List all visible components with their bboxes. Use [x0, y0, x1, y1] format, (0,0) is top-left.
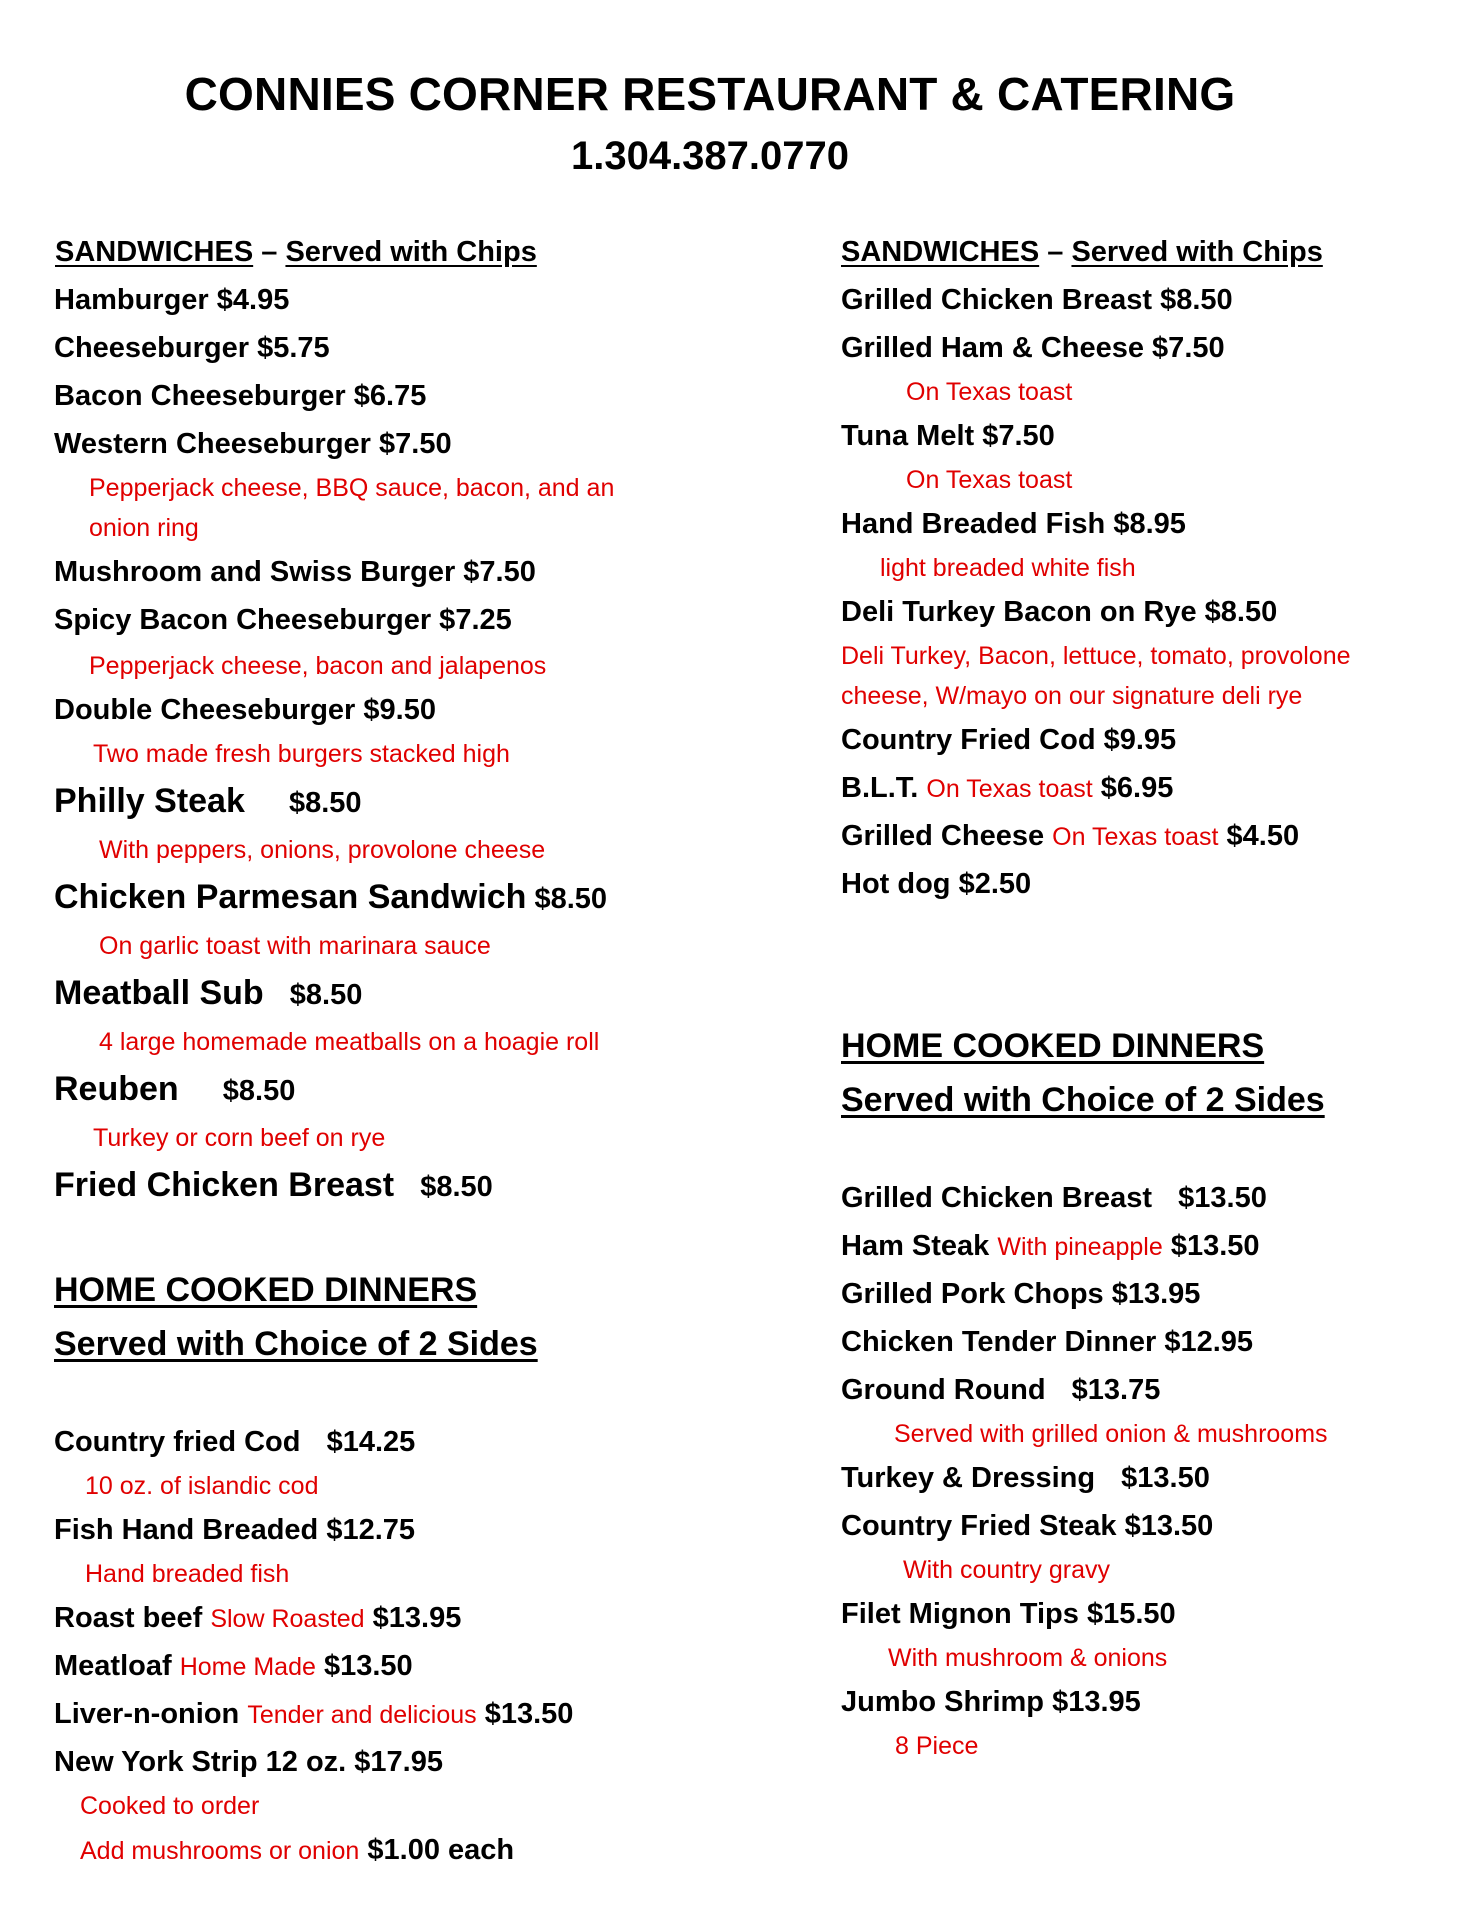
- add-on-label: Add mushrooms or onion: [80, 1837, 360, 1865]
- dinner-item: [841, 1684, 1141, 1720]
- inline-note: Slow Roasted: [210, 1605, 365, 1633]
- dinner-item: [841, 1460, 1210, 1496]
- sandwiches-heading-label: SANDWICHES: [841, 236, 1040, 268]
- item-price: $13.50: [1170, 1230, 1260, 1262]
- item-name: Country fried Cod: [54, 1426, 301, 1458]
- menu-item: Grilled Ham & Cheese $7.50: [841, 332, 1225, 364]
- item-name: Meatball Sub: [54, 974, 264, 1012]
- item-note: With mushroom & onions: [888, 1644, 1168, 1672]
- item-name: Chicken Parmesan Sandwich: [54, 878, 527, 916]
- item-price: $8.50: [420, 1171, 493, 1203]
- item-note: On garlic toast with marinara sauce: [99, 932, 491, 960]
- item-note: 8 Piece: [895, 1732, 979, 1760]
- item-note: light breaded white fish: [880, 554, 1136, 582]
- menu-item: [841, 818, 1299, 855]
- menu-item: [54, 1164, 493, 1206]
- item-name: Grilled Cheese: [841, 820, 1045, 852]
- dinner-item: New York Strip 12 oz. $17.95: [54, 1746, 443, 1778]
- item-note: With peppers, onions, provolone cheese: [99, 836, 546, 864]
- restaurant-phone: 1.304.387.0770: [570, 134, 850, 178]
- dinner-item: [54, 1648, 413, 1685]
- item-name: Jumbo Shrimp: [841, 1686, 1045, 1718]
- item-note: On Texas toast: [906, 378, 1073, 406]
- item-name: Liver-n-onion: [54, 1698, 240, 1730]
- menu-header: [0, 62, 1420, 186]
- sandwiches-subheading: Served with Chips: [1071, 236, 1323, 268]
- dinner-item: [841, 1180, 1267, 1216]
- item-note: Two made fresh burgers stacked high: [93, 740, 510, 768]
- item-name: Grilled Chicken Breast: [841, 1182, 1153, 1214]
- left-dinners-heading: HOME COOKED DINNERS: [54, 1271, 478, 1309]
- inline-note: On Texas toast: [926, 775, 1093, 803]
- item-price: $8.50: [222, 1075, 296, 1107]
- menu-item: Cheeseburger $5.75: [54, 332, 330, 364]
- item-price: $13.75: [1071, 1374, 1161, 1406]
- inline-note: With pineapple: [997, 1233, 1163, 1261]
- right-dinners-subheading: Served with Choice of 2 Sides: [841, 1081, 1325, 1119]
- item-price: $8.50: [534, 883, 608, 915]
- menu-item: [54, 876, 607, 918]
- item-note: Pepperjack cheese, bacon and jalapenos: [89, 652, 547, 680]
- heading-dash: –: [1047, 236, 1064, 268]
- menu-item: Deli Turkey Bacon on Rye $8.50: [841, 596, 1278, 628]
- menu-item: Spicy Bacon Cheeseburger $7.25: [54, 604, 512, 636]
- item-price: $13.95: [1052, 1686, 1141, 1718]
- heading-dash: –: [261, 236, 278, 268]
- item-price: $8.50: [289, 979, 363, 1011]
- menu-item: Grilled Chicken Breast $8.50: [841, 284, 1233, 316]
- inline-note: Home Made: [179, 1653, 316, 1681]
- item-name: Philly Steak: [54, 782, 245, 820]
- right-dinners-heading: HOME COOKED DINNERS: [841, 1027, 1265, 1065]
- item-price: $13.50: [484, 1698, 574, 1730]
- sandwiches-subheading: Served with Chips: [285, 236, 537, 268]
- right-sandwiches-heading: [841, 234, 1323, 270]
- item-price: $13.50: [1178, 1182, 1267, 1214]
- item-note: Hand breaded fish: [85, 1560, 290, 1588]
- item-price: $13.50: [1121, 1462, 1210, 1494]
- menu-item: Hand Breaded Fish $8.95: [841, 508, 1186, 540]
- item-name: Roast beef: [54, 1602, 203, 1634]
- dinner-item: [54, 1600, 461, 1637]
- menu-item: [54, 780, 362, 822]
- item-note: With country gravy: [903, 1556, 1111, 1584]
- dinner-item: [54, 1696, 573, 1733]
- item-name: Ground Round: [841, 1374, 1046, 1406]
- menu-item: Double Cheeseburger $9.50: [54, 694, 436, 726]
- inline-note: Tender and delicious: [247, 1701, 477, 1729]
- dinner-item: Fish Hand Breaded $12.75: [54, 1514, 416, 1546]
- item-name: Meatloaf: [54, 1650, 172, 1682]
- left-sandwiches-heading: [55, 234, 537, 270]
- add-on-price: $1.00 each: [367, 1834, 515, 1866]
- item-name: Reuben: [54, 1070, 179, 1108]
- menu-item: [54, 1068, 295, 1110]
- item-note: Turkey or corn beef on rye: [93, 1124, 386, 1152]
- item-name: B.L.T.: [841, 772, 919, 804]
- item-price: $8.50: [288, 787, 362, 819]
- item-price: $13.50: [323, 1650, 413, 1682]
- menu-item: [54, 972, 362, 1014]
- dinner-item: Country Fried Steak $13.50: [841, 1510, 1214, 1542]
- item-name: Fried Chicken Breast: [54, 1166, 395, 1204]
- left-dinners-subheading: Served with Choice of 2 Sides: [54, 1325, 538, 1363]
- item-note: Cooked to order: [80, 1792, 260, 1820]
- menu-item: Hamburger $4.95: [54, 284, 290, 316]
- item-note: 4 large homemade meatballs on a hoagie roll: [99, 1028, 600, 1056]
- dinner-item: [841, 1228, 1260, 1265]
- menu-item: Tuna Melt $7.50: [841, 420, 1055, 452]
- item-note: 10 oz. of islandic cod: [85, 1472, 319, 1500]
- item-note: Pepperjack cheese, BBQ sauce, bacon, and an: [89, 474, 615, 502]
- item-price: $6.95: [1100, 772, 1174, 804]
- item-note: Deli Turkey, Bacon, lettuce, tomato, provolone: [841, 642, 1351, 670]
- sandwiches-heading-label: SANDWICHES: [55, 236, 254, 268]
- restaurant-name: CONNIES CORNER RESTAURANT & CATERING: [184, 68, 1236, 120]
- menu-item: Country Fried Cod $9.95: [841, 724, 1177, 756]
- menu-item: [841, 770, 1173, 807]
- menu-item: Bacon Cheeseburger $6.75: [54, 380, 427, 412]
- item-price: $13.95: [372, 1602, 462, 1634]
- item-note: cheese, W/mayo on our signature deli rye: [841, 682, 1303, 710]
- item-note: onion ring: [89, 514, 199, 542]
- add-on-note: [80, 1832, 514, 1869]
- menu-item: Hot dog $2.50: [841, 868, 1032, 900]
- item-note: Served with grilled onion & mushrooms: [894, 1420, 1328, 1448]
- dinner-item: Grilled Pork Chops $13.95: [841, 1278, 1201, 1310]
- inline-note: On Texas toast: [1052, 823, 1219, 851]
- item-name: Ham Steak: [841, 1230, 990, 1262]
- item-note: On Texas toast: [906, 466, 1073, 494]
- dinner-item: [54, 1424, 415, 1460]
- dinner-item: [841, 1372, 1160, 1408]
- dinner-item: Filet Mignon Tips $15.50: [841, 1598, 1176, 1630]
- item-name: Turkey & Dressing: [841, 1462, 1096, 1494]
- dinner-item: Chicken Tender Dinner $12.95: [841, 1326, 1254, 1358]
- menu-item: Western Cheeseburger $7.50: [54, 428, 452, 460]
- item-price: $4.50: [1226, 820, 1300, 852]
- item-price: $14.25: [326, 1426, 416, 1458]
- menu-item: Mushroom and Swiss Burger $7.50: [54, 556, 536, 588]
